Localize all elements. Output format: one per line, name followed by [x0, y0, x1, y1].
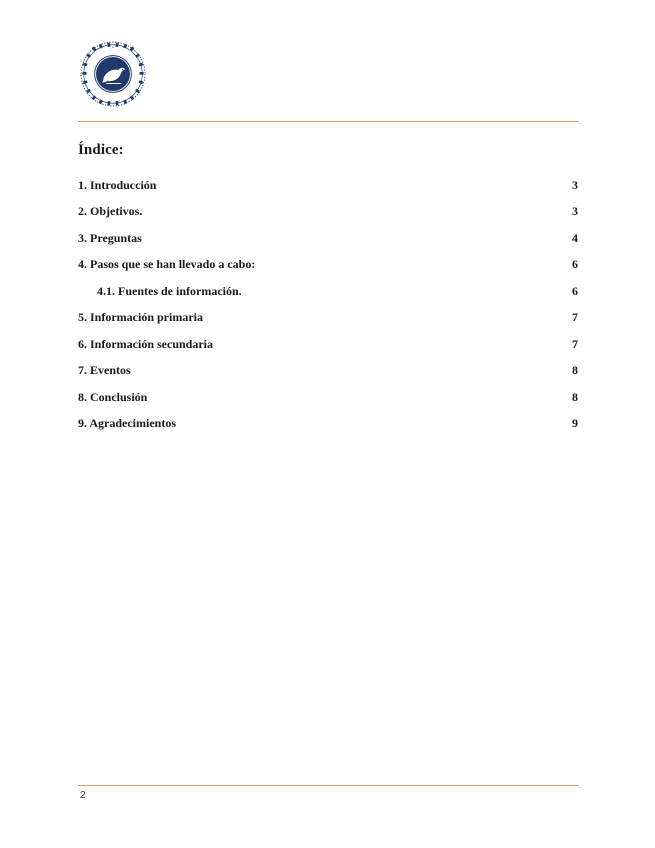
- toc-entry-label: 7. Eventos: [78, 363, 131, 378]
- toc-entry-objetivos[interactable]: [78, 199, 579, 226]
- toc-entry-page: 8: [572, 363, 578, 378]
- toc-entry-page: 8: [572, 389, 578, 404]
- toc-entry-page: 6: [572, 283, 578, 298]
- toc-entry-page: 4: [572, 230, 578, 245]
- svg-text:·: ·: [112, 45, 114, 52]
- toc-entry-eventos[interactable]: [78, 358, 579, 385]
- university-seal-icon: [79, 40, 147, 108]
- page-number: 2: [80, 790, 86, 801]
- toc-entry-label: 9. Agradecimientos: [78, 416, 176, 431]
- footer-divider: [78, 785, 579, 786]
- toc-entry-page: 9: [572, 416, 578, 431]
- toc-entry-page: 7: [572, 336, 578, 351]
- toc-entry-fuentes[interactable]: [78, 278, 579, 305]
- table-of-contents: [78, 172, 579, 437]
- toc-entry-label: 8. Conclusión: [78, 389, 148, 404]
- header-divider: [78, 121, 579, 122]
- toc-title: Índice:: [78, 142, 124, 158]
- toc-entry-label: 4. Pasos que se han llevado a cabo:: [78, 257, 256, 272]
- toc-entry-label: 4.1. Fuentes de información.: [97, 283, 242, 298]
- toc-entry-label: 5. Información primaria: [78, 310, 203, 325]
- toc-entry-page: 6: [572, 257, 578, 272]
- toc-entry-introduccion[interactable]: [78, 172, 579, 199]
- toc-entry-agradecimientos[interactable]: [78, 411, 579, 438]
- toc-entry-label: 6. Información secundaria: [78, 336, 213, 351]
- toc-entry-page: 7: [572, 310, 578, 325]
- toc-entry-label: 1. Introducción: [78, 177, 157, 192]
- toc-entry-informacion-secundaria[interactable]: [78, 331, 579, 358]
- toc-entry-page: 3: [572, 177, 578, 192]
- toc-entry-conclusion[interactable]: [78, 384, 579, 411]
- toc-entry-informacion-primaria[interactable]: [78, 305, 579, 332]
- toc-entry-label: 2. Objetivos.: [78, 204, 143, 219]
- toc-entry-preguntas[interactable]: [78, 225, 579, 252]
- toc-entry-label: 3. Preguntas: [78, 230, 142, 245]
- toc-entry-page: 3: [572, 204, 578, 219]
- toc-entry-pasos[interactable]: [78, 252, 579, 279]
